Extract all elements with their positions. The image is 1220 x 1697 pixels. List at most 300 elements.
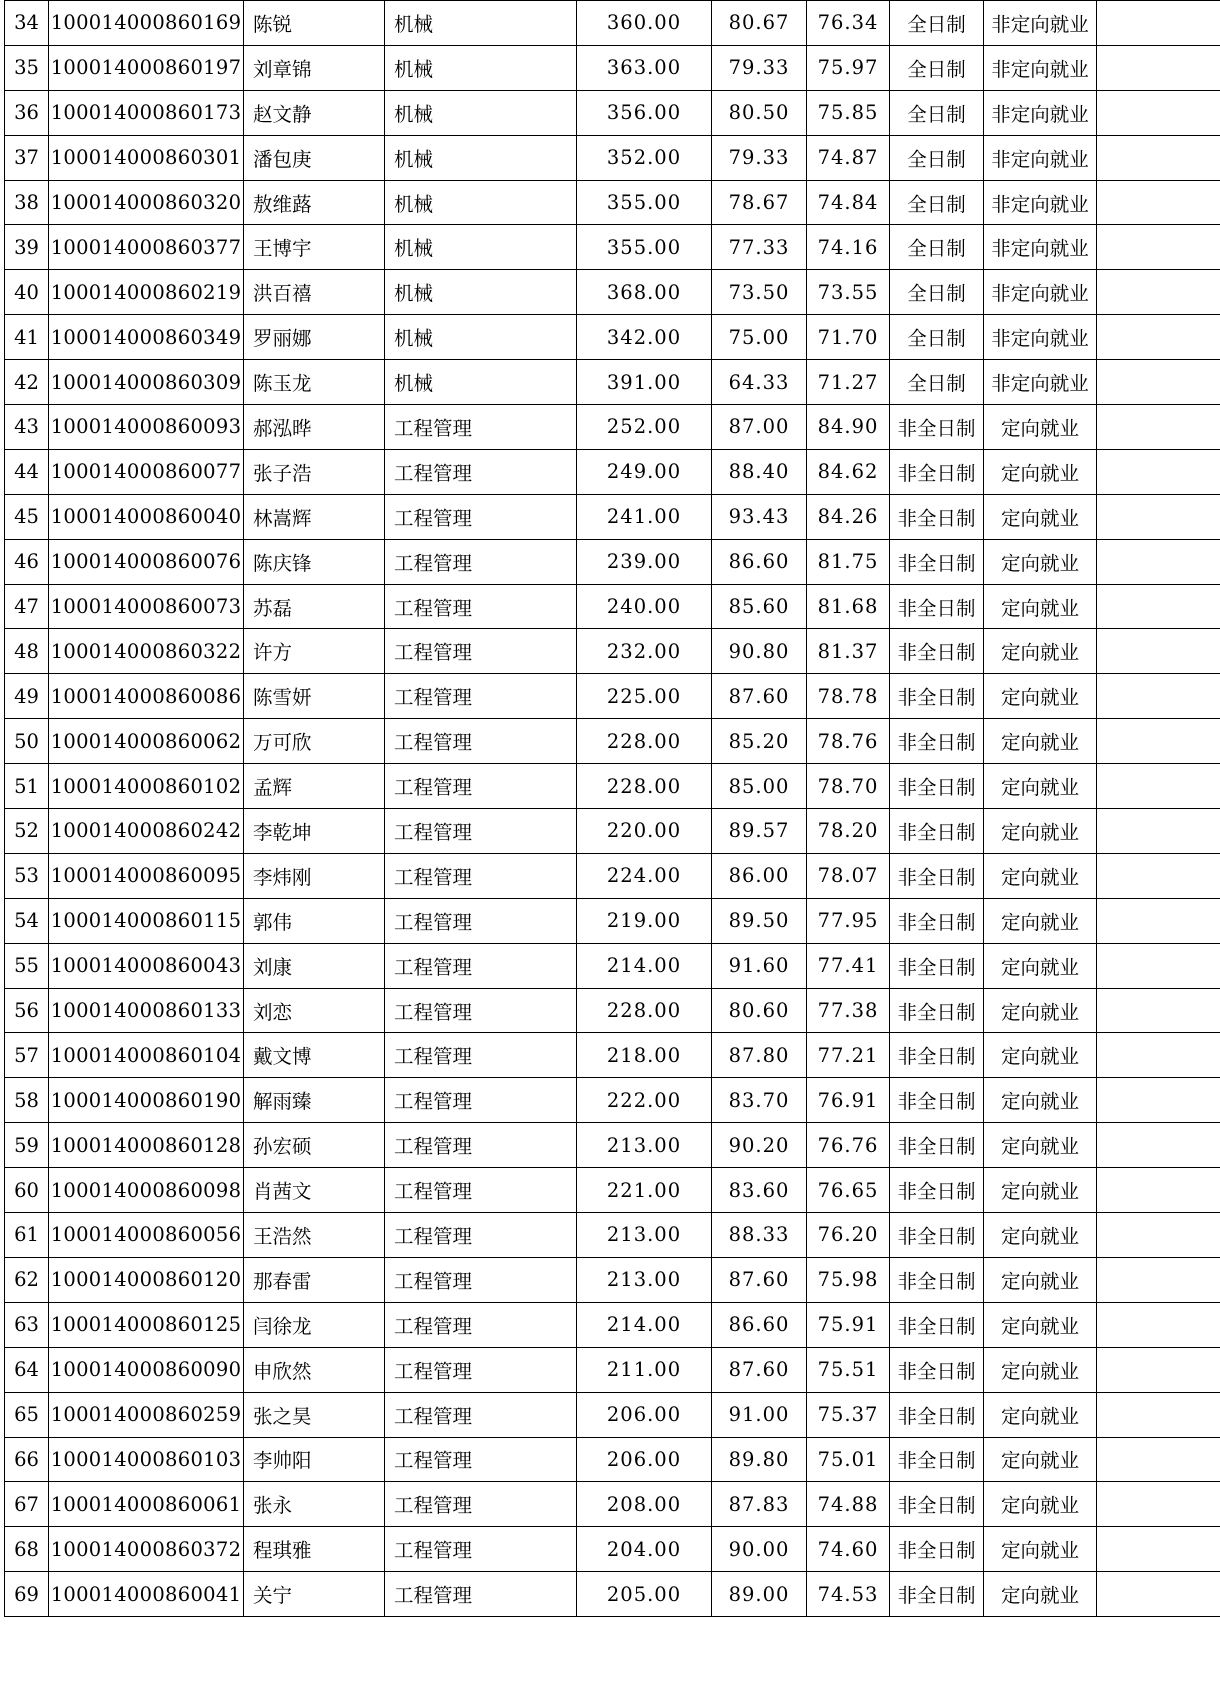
candidate-id-cell: 100014000860077 bbox=[49, 449, 244, 494]
employment-type-cell: 定向就业 bbox=[984, 719, 1097, 764]
study-mode-cell: 全日制 bbox=[890, 270, 984, 315]
table-row bbox=[5, 943, 1220, 988]
study-mode-cell: 非全日制 bbox=[890, 584, 984, 629]
interview-score-cell: 79.33 bbox=[712, 45, 807, 90]
remarks-cell bbox=[1097, 180, 1220, 225]
major-cell: 工程管理 bbox=[385, 629, 577, 674]
total-score-cell: 76.65 bbox=[807, 1168, 890, 1213]
employment-type-cell: 定向就业 bbox=[984, 539, 1097, 584]
candidate-name-cell: 陈庆锋 bbox=[244, 539, 385, 584]
employment-type-cell: 非定向就业 bbox=[984, 90, 1097, 135]
initial-score-cell: 206.00 bbox=[577, 1437, 712, 1482]
total-score-cell: 84.26 bbox=[807, 494, 890, 539]
employment-type-cell: 定向就业 bbox=[984, 1482, 1097, 1527]
table-row bbox=[5, 1123, 1220, 1168]
study-mode-cell: 全日制 bbox=[890, 180, 984, 225]
initial-score-cell: 252.00 bbox=[577, 405, 712, 450]
study-mode-cell: 全日制 bbox=[890, 1, 984, 46]
major-cell: 工程管理 bbox=[385, 1213, 577, 1258]
candidate-name-cell: 申欣然 bbox=[244, 1347, 385, 1392]
interview-score-cell: 88.33 bbox=[712, 1213, 807, 1258]
table-row bbox=[5, 1437, 1220, 1482]
total-score-cell: 75.51 bbox=[807, 1347, 890, 1392]
major-cell: 工程管理 bbox=[385, 449, 577, 494]
study-mode-cell: 全日制 bbox=[890, 225, 984, 270]
interview-score-cell: 91.60 bbox=[712, 943, 807, 988]
candidate-id-cell: 100014000860076 bbox=[49, 539, 244, 584]
initial-score-cell: 249.00 bbox=[577, 449, 712, 494]
row-number-cell: 43 bbox=[5, 405, 49, 450]
candidate-name-cell: 孙宏硕 bbox=[244, 1123, 385, 1168]
remarks-cell bbox=[1097, 1168, 1220, 1213]
total-score-cell: 75.85 bbox=[807, 90, 890, 135]
employment-type-cell: 定向就业 bbox=[984, 1302, 1097, 1347]
table-row bbox=[5, 449, 1220, 494]
study-mode-cell: 非全日制 bbox=[890, 1527, 984, 1572]
total-score-cell: 76.91 bbox=[807, 1078, 890, 1123]
remarks-cell bbox=[1097, 764, 1220, 809]
candidate-id-cell: 100014000860169 bbox=[49, 1, 244, 46]
interview-score-cell: 89.00 bbox=[712, 1572, 807, 1617]
row-number-cell: 65 bbox=[5, 1392, 49, 1437]
candidate-id-cell: 100014000860043 bbox=[49, 943, 244, 988]
candidate-id-cell: 100014000860095 bbox=[49, 853, 244, 898]
table-row bbox=[5, 1392, 1220, 1437]
candidate-name-cell: 赵文静 bbox=[244, 90, 385, 135]
initial-score-cell: 206.00 bbox=[577, 1392, 712, 1437]
row-number-cell: 48 bbox=[5, 629, 49, 674]
row-number-cell: 60 bbox=[5, 1168, 49, 1213]
total-score-cell: 78.76 bbox=[807, 719, 890, 764]
interview-score-cell: 86.00 bbox=[712, 853, 807, 898]
study-mode-cell: 非全日制 bbox=[890, 1302, 984, 1347]
total-score-cell: 77.95 bbox=[807, 898, 890, 943]
table-row bbox=[5, 1572, 1220, 1617]
study-mode-cell: 非全日制 bbox=[890, 1347, 984, 1392]
remarks-cell bbox=[1097, 1572, 1220, 1617]
row-number-cell: 61 bbox=[5, 1213, 49, 1258]
table-row bbox=[5, 764, 1220, 809]
employment-type-cell: 定向就业 bbox=[984, 1033, 1097, 1078]
candidate-name-cell: 程琪雅 bbox=[244, 1527, 385, 1572]
employment-type-cell: 定向就业 bbox=[984, 1257, 1097, 1302]
study-mode-cell: 非全日制 bbox=[890, 1482, 984, 1527]
remarks-cell bbox=[1097, 1123, 1220, 1168]
study-mode-cell: 非全日制 bbox=[890, 1213, 984, 1258]
candidate-name-cell: 陈玉龙 bbox=[244, 360, 385, 405]
remarks-cell bbox=[1097, 809, 1220, 854]
table-row bbox=[5, 988, 1220, 1033]
employment-type-cell: 定向就业 bbox=[984, 943, 1097, 988]
row-number-cell: 46 bbox=[5, 539, 49, 584]
major-cell: 机械 bbox=[385, 360, 577, 405]
candidate-id-cell: 100014000860320 bbox=[49, 180, 244, 225]
total-score-cell: 74.53 bbox=[807, 1572, 890, 1617]
initial-score-cell: 391.00 bbox=[577, 360, 712, 405]
total-score-cell: 75.37 bbox=[807, 1392, 890, 1437]
row-number-cell: 45 bbox=[5, 494, 49, 539]
row-number-cell: 57 bbox=[5, 1033, 49, 1078]
candidate-name-cell: 万可欣 bbox=[244, 719, 385, 764]
study-mode-cell: 非全日制 bbox=[890, 898, 984, 943]
candidate-id-cell: 100014000860128 bbox=[49, 1123, 244, 1168]
row-number-cell: 52 bbox=[5, 809, 49, 854]
initial-score-cell: 214.00 bbox=[577, 1302, 712, 1347]
candidate-id-cell: 100014000860073 bbox=[49, 584, 244, 629]
major-cell: 工程管理 bbox=[385, 584, 577, 629]
candidate-name-cell: 那春雷 bbox=[244, 1257, 385, 1302]
candidate-name-cell: 林嵩辉 bbox=[244, 494, 385, 539]
employment-type-cell: 定向就业 bbox=[984, 1392, 1097, 1437]
remarks-cell bbox=[1097, 1527, 1220, 1572]
row-number-cell: 59 bbox=[5, 1123, 49, 1168]
table-row bbox=[5, 360, 1220, 405]
candidate-id-cell: 100014000860093 bbox=[49, 405, 244, 450]
candidate-id-cell: 100014000860102 bbox=[49, 764, 244, 809]
row-number-cell: 44 bbox=[5, 449, 49, 494]
row-number-cell: 50 bbox=[5, 719, 49, 764]
candidate-name-cell: 郭伟 bbox=[244, 898, 385, 943]
candidate-name-cell: 苏磊 bbox=[244, 584, 385, 629]
candidate-name-cell: 孟辉 bbox=[244, 764, 385, 809]
interview-score-cell: 80.60 bbox=[712, 988, 807, 1033]
employment-type-cell: 定向就业 bbox=[984, 494, 1097, 539]
total-score-cell: 81.37 bbox=[807, 629, 890, 674]
row-number-cell: 40 bbox=[5, 270, 49, 315]
study-mode-cell: 非全日制 bbox=[890, 1123, 984, 1168]
candidate-name-cell: 闫徐龙 bbox=[244, 1302, 385, 1347]
row-number-cell: 41 bbox=[5, 315, 49, 360]
initial-score-cell: 352.00 bbox=[577, 135, 712, 180]
interview-score-cell: 91.00 bbox=[712, 1392, 807, 1437]
candidate-name-cell: 李炜刚 bbox=[244, 853, 385, 898]
row-number-cell: 35 bbox=[5, 45, 49, 90]
major-cell: 机械 bbox=[385, 45, 577, 90]
interview-score-cell: 79.33 bbox=[712, 135, 807, 180]
remarks-cell bbox=[1097, 1302, 1220, 1347]
study-mode-cell: 非全日制 bbox=[890, 1437, 984, 1482]
interview-score-cell: 90.20 bbox=[712, 1123, 807, 1168]
row-number-cell: 39 bbox=[5, 225, 49, 270]
remarks-cell bbox=[1097, 719, 1220, 764]
employment-type-cell: 非定向就业 bbox=[984, 45, 1097, 90]
remarks-cell bbox=[1097, 225, 1220, 270]
row-number-cell: 67 bbox=[5, 1482, 49, 1527]
row-number-cell: 66 bbox=[5, 1437, 49, 1482]
study-mode-cell: 非全日制 bbox=[890, 1168, 984, 1213]
candidate-id-cell: 100014000860322 bbox=[49, 629, 244, 674]
candidate-id-cell: 100014000860098 bbox=[49, 1168, 244, 1213]
interview-score-cell: 87.60 bbox=[712, 1347, 807, 1392]
total-score-cell: 74.87 bbox=[807, 135, 890, 180]
study-mode-cell: 非全日制 bbox=[890, 809, 984, 854]
interview-score-cell: 88.40 bbox=[712, 449, 807, 494]
remarks-cell bbox=[1097, 988, 1220, 1033]
candidate-id-cell: 100014000860062 bbox=[49, 719, 244, 764]
candidate-id-cell: 100014000860103 bbox=[49, 1437, 244, 1482]
major-cell: 工程管理 bbox=[385, 809, 577, 854]
study-mode-cell: 全日制 bbox=[890, 90, 984, 135]
remarks-cell bbox=[1097, 629, 1220, 674]
row-number-cell: 68 bbox=[5, 1527, 49, 1572]
employment-type-cell: 定向就业 bbox=[984, 449, 1097, 494]
candidate-name-cell: 潘包庚 bbox=[244, 135, 385, 180]
remarks-cell bbox=[1097, 1, 1220, 46]
row-number-cell: 34 bbox=[5, 1, 49, 46]
table-row bbox=[5, 90, 1220, 135]
interview-score-cell: 87.60 bbox=[712, 1257, 807, 1302]
candidate-id-cell: 100014000860309 bbox=[49, 360, 244, 405]
table-row bbox=[5, 1302, 1220, 1347]
remarks-cell bbox=[1097, 315, 1220, 360]
study-mode-cell: 非全日制 bbox=[890, 1572, 984, 1617]
study-mode-cell: 全日制 bbox=[890, 360, 984, 405]
total-score-cell: 78.70 bbox=[807, 764, 890, 809]
table-row bbox=[5, 1527, 1220, 1572]
table-row bbox=[5, 1168, 1220, 1213]
row-number-cell: 49 bbox=[5, 674, 49, 719]
row-number-cell: 69 bbox=[5, 1572, 49, 1617]
candidate-id-cell: 100014000860125 bbox=[49, 1302, 244, 1347]
candidate-id-cell: 100014000860259 bbox=[49, 1392, 244, 1437]
employment-type-cell: 非定向就业 bbox=[984, 1, 1097, 46]
remarks-cell bbox=[1097, 674, 1220, 719]
candidate-id-cell: 100014000860104 bbox=[49, 1033, 244, 1078]
initial-score-cell: 241.00 bbox=[577, 494, 712, 539]
total-score-cell: 77.21 bbox=[807, 1033, 890, 1078]
remarks-cell bbox=[1097, 898, 1220, 943]
candidate-id-cell: 100014000860061 bbox=[49, 1482, 244, 1527]
initial-score-cell: 224.00 bbox=[577, 853, 712, 898]
row-number-cell: 58 bbox=[5, 1078, 49, 1123]
study-mode-cell: 非全日制 bbox=[890, 988, 984, 1033]
initial-score-cell: 228.00 bbox=[577, 764, 712, 809]
study-mode-cell: 非全日制 bbox=[890, 405, 984, 450]
remarks-cell bbox=[1097, 45, 1220, 90]
major-cell: 工程管理 bbox=[385, 988, 577, 1033]
employment-type-cell: 定向就业 bbox=[984, 584, 1097, 629]
employment-type-cell: 非定向就业 bbox=[984, 360, 1097, 405]
table-row bbox=[5, 719, 1220, 764]
row-number-cell: 62 bbox=[5, 1257, 49, 1302]
major-cell: 工程管理 bbox=[385, 539, 577, 584]
interview-score-cell: 73.50 bbox=[712, 270, 807, 315]
row-number-cell: 54 bbox=[5, 898, 49, 943]
remarks-cell bbox=[1097, 90, 1220, 135]
major-cell: 工程管理 bbox=[385, 405, 577, 450]
initial-score-cell: 239.00 bbox=[577, 539, 712, 584]
initial-score-cell: 363.00 bbox=[577, 45, 712, 90]
table-row bbox=[5, 135, 1220, 180]
initial-score-cell: 225.00 bbox=[577, 674, 712, 719]
initial-score-cell: 342.00 bbox=[577, 315, 712, 360]
initial-score-cell: 205.00 bbox=[577, 1572, 712, 1617]
major-cell: 机械 bbox=[385, 90, 577, 135]
total-score-cell: 74.84 bbox=[807, 180, 890, 225]
candidate-name-cell: 洪百禧 bbox=[244, 270, 385, 315]
employment-type-cell: 定向就业 bbox=[984, 674, 1097, 719]
interview-score-cell: 87.80 bbox=[712, 1033, 807, 1078]
admission-results-table bbox=[4, 0, 1220, 1617]
employment-type-cell: 定向就业 bbox=[984, 629, 1097, 674]
major-cell: 机械 bbox=[385, 225, 577, 270]
row-number-cell: 42 bbox=[5, 360, 49, 405]
initial-score-cell: 228.00 bbox=[577, 988, 712, 1033]
remarks-cell bbox=[1097, 943, 1220, 988]
major-cell: 工程管理 bbox=[385, 1347, 577, 1392]
total-score-cell: 75.97 bbox=[807, 45, 890, 90]
initial-score-cell: 204.00 bbox=[577, 1527, 712, 1572]
total-score-cell: 78.07 bbox=[807, 853, 890, 898]
table-row bbox=[5, 270, 1220, 315]
major-cell: 工程管理 bbox=[385, 1527, 577, 1572]
candidate-id-cell: 100014000860173 bbox=[49, 90, 244, 135]
table-row bbox=[5, 1033, 1220, 1078]
total-score-cell: 74.60 bbox=[807, 1527, 890, 1572]
initial-score-cell: 356.00 bbox=[577, 90, 712, 135]
interview-score-cell: 87.83 bbox=[712, 1482, 807, 1527]
major-cell: 工程管理 bbox=[385, 1168, 577, 1213]
major-cell: 工程管理 bbox=[385, 674, 577, 719]
table-row bbox=[5, 1257, 1220, 1302]
study-mode-cell: 非全日制 bbox=[890, 853, 984, 898]
employment-type-cell: 定向就业 bbox=[984, 1437, 1097, 1482]
major-cell: 工程管理 bbox=[385, 1437, 577, 1482]
employment-type-cell: 定向就业 bbox=[984, 1123, 1097, 1168]
candidate-name-cell: 罗丽娜 bbox=[244, 315, 385, 360]
interview-score-cell: 83.70 bbox=[712, 1078, 807, 1123]
employment-type-cell: 定向就业 bbox=[984, 1078, 1097, 1123]
major-cell: 工程管理 bbox=[385, 943, 577, 988]
candidate-name-cell: 陈雪妍 bbox=[244, 674, 385, 719]
candidate-name-cell: 敖维蕗 bbox=[244, 180, 385, 225]
major-cell: 工程管理 bbox=[385, 1482, 577, 1527]
table-row bbox=[5, 1482, 1220, 1527]
major-cell: 工程管理 bbox=[385, 1392, 577, 1437]
interview-score-cell: 85.20 bbox=[712, 719, 807, 764]
remarks-cell bbox=[1097, 539, 1220, 584]
major-cell: 工程管理 bbox=[385, 494, 577, 539]
candidate-name-cell: 张之昊 bbox=[244, 1392, 385, 1437]
candidate-id-cell: 100014000860115 bbox=[49, 898, 244, 943]
table-row bbox=[5, 809, 1220, 854]
employment-type-cell: 非定向就业 bbox=[984, 270, 1097, 315]
employment-type-cell: 非定向就业 bbox=[984, 315, 1097, 360]
employment-type-cell: 非定向就业 bbox=[984, 135, 1097, 180]
major-cell: 机械 bbox=[385, 135, 577, 180]
candidate-name-cell: 李乾坤 bbox=[244, 809, 385, 854]
total-score-cell: 81.68 bbox=[807, 584, 890, 629]
employment-type-cell: 非定向就业 bbox=[984, 225, 1097, 270]
initial-score-cell: 213.00 bbox=[577, 1123, 712, 1168]
interview-score-cell: 86.60 bbox=[712, 539, 807, 584]
remarks-cell bbox=[1097, 1033, 1220, 1078]
interview-score-cell: 89.50 bbox=[712, 898, 807, 943]
total-score-cell: 78.78 bbox=[807, 674, 890, 719]
major-cell: 机械 bbox=[385, 315, 577, 360]
remarks-cell bbox=[1097, 494, 1220, 539]
table-row bbox=[5, 494, 1220, 539]
total-score-cell: 71.70 bbox=[807, 315, 890, 360]
remarks-cell bbox=[1097, 135, 1220, 180]
remarks-cell bbox=[1097, 1347, 1220, 1392]
interview-score-cell: 77.33 bbox=[712, 225, 807, 270]
candidate-id-cell: 100014000860120 bbox=[49, 1257, 244, 1302]
total-score-cell: 76.34 bbox=[807, 1, 890, 46]
interview-score-cell: 90.80 bbox=[712, 629, 807, 674]
initial-score-cell: 221.00 bbox=[577, 1168, 712, 1213]
major-cell: 工程管理 bbox=[385, 1078, 577, 1123]
total-score-cell: 84.90 bbox=[807, 405, 890, 450]
candidate-id-cell: 100014000860377 bbox=[49, 225, 244, 270]
row-number-cell: 64 bbox=[5, 1347, 49, 1392]
total-score-cell: 76.20 bbox=[807, 1213, 890, 1258]
remarks-cell bbox=[1097, 1213, 1220, 1258]
total-score-cell: 75.01 bbox=[807, 1437, 890, 1482]
candidate-name-cell: 刘恋 bbox=[244, 988, 385, 1033]
remarks-cell bbox=[1097, 853, 1220, 898]
employment-type-cell: 非定向就业 bbox=[984, 180, 1097, 225]
row-number-cell: 53 bbox=[5, 853, 49, 898]
table-row bbox=[5, 584, 1220, 629]
remarks-cell bbox=[1097, 1392, 1220, 1437]
candidate-id-cell: 100014000860090 bbox=[49, 1347, 244, 1392]
employment-type-cell: 定向就业 bbox=[984, 853, 1097, 898]
employment-type-cell: 定向就业 bbox=[984, 1347, 1097, 1392]
candidate-name-cell: 王博宇 bbox=[244, 225, 385, 270]
interview-score-cell: 86.60 bbox=[712, 1302, 807, 1347]
remarks-cell bbox=[1097, 270, 1220, 315]
study-mode-cell: 非全日制 bbox=[890, 1392, 984, 1437]
major-cell: 工程管理 bbox=[385, 764, 577, 809]
table-row bbox=[5, 898, 1220, 943]
candidate-name-cell: 郝泓晔 bbox=[244, 405, 385, 450]
study-mode-cell: 非全日制 bbox=[890, 674, 984, 719]
total-score-cell: 71.27 bbox=[807, 360, 890, 405]
candidate-id-cell: 100014000860086 bbox=[49, 674, 244, 719]
initial-score-cell: 228.00 bbox=[577, 719, 712, 764]
interview-score-cell: 83.60 bbox=[712, 1168, 807, 1213]
interview-score-cell: 89.57 bbox=[712, 809, 807, 854]
major-cell: 工程管理 bbox=[385, 1033, 577, 1078]
interview-score-cell: 85.00 bbox=[712, 764, 807, 809]
study-mode-cell: 非全日制 bbox=[890, 764, 984, 809]
row-number-cell: 51 bbox=[5, 764, 49, 809]
candidate-name-cell: 张子浩 bbox=[244, 449, 385, 494]
total-score-cell: 75.91 bbox=[807, 1302, 890, 1347]
initial-score-cell: 214.00 bbox=[577, 943, 712, 988]
table-row bbox=[5, 180, 1220, 225]
study-mode-cell: 非全日制 bbox=[890, 539, 984, 584]
remarks-cell bbox=[1097, 584, 1220, 629]
remarks-cell bbox=[1097, 1482, 1220, 1527]
candidate-name-cell: 张永 bbox=[244, 1482, 385, 1527]
study-mode-cell: 非全日制 bbox=[890, 1257, 984, 1302]
employment-type-cell: 定向就业 bbox=[984, 1213, 1097, 1258]
initial-score-cell: 240.00 bbox=[577, 584, 712, 629]
table-row bbox=[5, 315, 1220, 360]
total-score-cell: 73.55 bbox=[807, 270, 890, 315]
candidate-id-cell: 100014000860197 bbox=[49, 45, 244, 90]
candidate-id-cell: 100014000860133 bbox=[49, 988, 244, 1033]
total-score-cell: 77.38 bbox=[807, 988, 890, 1033]
total-score-cell: 81.75 bbox=[807, 539, 890, 584]
interview-score-cell: 90.00 bbox=[712, 1527, 807, 1572]
employment-type-cell: 定向就业 bbox=[984, 988, 1097, 1033]
total-score-cell: 78.20 bbox=[807, 809, 890, 854]
study-mode-cell: 非全日制 bbox=[890, 719, 984, 764]
table-row bbox=[5, 1213, 1220, 1258]
